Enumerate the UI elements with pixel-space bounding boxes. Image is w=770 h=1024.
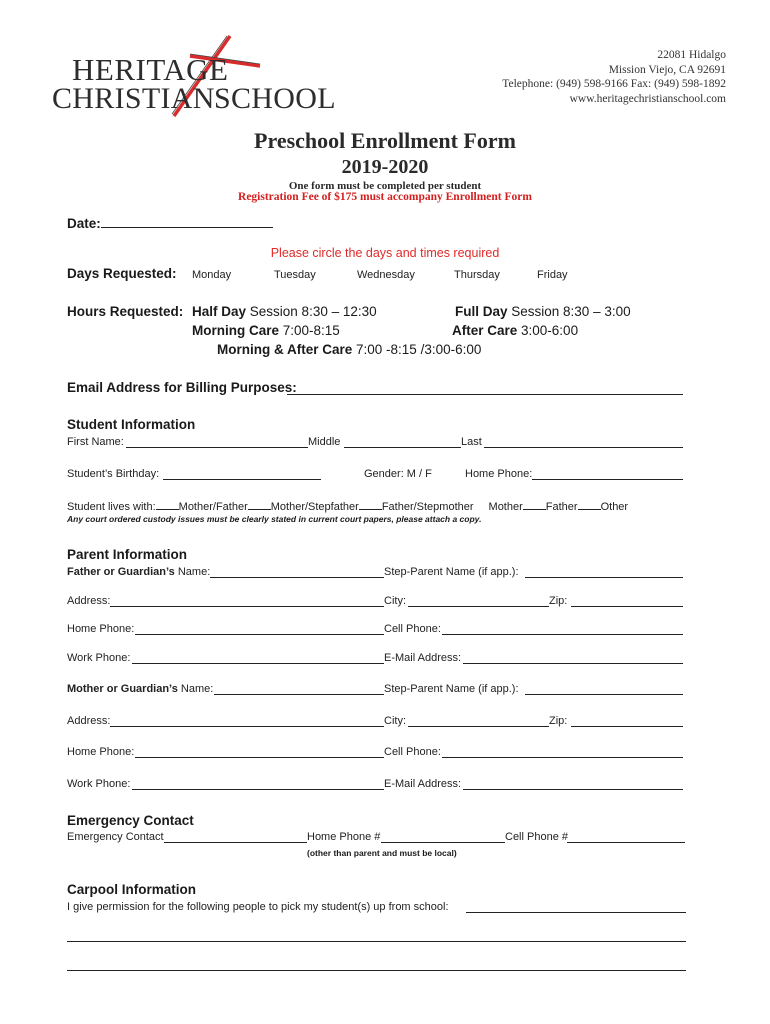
mother-address-label: Address: [67, 715, 111, 727]
father-work-phone-field[interactable] [132, 663, 384, 664]
morning-care-label: Morning Care [192, 323, 280, 338]
father-address-field[interactable] [110, 606, 384, 607]
half-day-times: Session 8:30 – 12:30 [246, 304, 377, 319]
father-email-field[interactable] [463, 663, 683, 664]
blank-mother-stepfather[interactable] [248, 498, 271, 510]
father-step-parent-label: Step-Parent Name (if app.): [384, 566, 519, 578]
half-day-label: Half Day [192, 304, 247, 319]
hours-label: Hours Requested: [67, 304, 184, 319]
lives-with-row [67, 498, 628, 513]
blank-mother[interactable] [523, 498, 546, 510]
mother-home-phone-field[interactable] [135, 757, 384, 758]
father-cell-phone-field[interactable] [442, 634, 683, 635]
mother-email-label: E-Mail Address: [384, 778, 462, 790]
email-label: Email Address for Billing Purposes: [67, 380, 297, 395]
after-care-label: After Care [452, 323, 518, 338]
mother-name-text: Name: [177, 683, 214, 695]
first-name-field[interactable] [126, 447, 308, 448]
date-label: Date: [67, 216, 101, 231]
last-name-field[interactable] [484, 447, 683, 448]
carpool-field-1[interactable] [466, 912, 686, 913]
father-cell-phone-label: Cell Phone: [384, 623, 441, 635]
mother-cell-phone-label: Cell Phone: [384, 746, 441, 758]
morning-after-times: 7:00 -8:15 /3:00-6:00 [352, 342, 482, 357]
mother-email-field[interactable] [463, 789, 683, 790]
option-mother-stepfather: Mother/Stepfather [270, 501, 359, 513]
father-home-phone-field[interactable] [135, 634, 384, 635]
option-full-day[interactable] [455, 304, 631, 319]
father-name-text: Name: [174, 566, 211, 578]
option-morning-care[interactable] [192, 323, 340, 338]
emergency-home-phone-field[interactable] [381, 842, 505, 843]
mother-step-parent-label: Step-Parent Name (if app.): [384, 683, 519, 695]
student-home-phone-label: Home Phone: [465, 468, 533, 480]
middle-name-label: Middle [308, 436, 341, 448]
mother-zip-field[interactable] [571, 726, 683, 727]
school-address [502, 48, 726, 106]
emergency-home-phone-label: Home Phone # [307, 831, 381, 843]
first-name-label: First Name: [67, 436, 124, 448]
father-label: Father or Guardian’s [67, 566, 175, 578]
mother-city-label: City: [384, 715, 406, 727]
option-half-day[interactable] [192, 304, 377, 319]
middle-name-field[interactable] [344, 447, 461, 448]
father-zip-label: Zip: [549, 595, 568, 607]
father-name-field[interactable] [210, 577, 384, 578]
father-city-field[interactable] [408, 606, 549, 607]
address-phone: Telephone: (949) 598-9166 Fax: (949) 598-1892 [502, 78, 726, 90]
emergency-contact-field[interactable] [164, 842, 307, 843]
day-thursday[interactable]: Thursday [454, 269, 500, 281]
option-father-stepmother: Father/Stepmother [381, 501, 474, 513]
blank-father-stepmother[interactable] [359, 498, 382, 510]
day-monday[interactable]: Monday [192, 269, 232, 281]
address-web[interactable]: www.heritagechristianschool.com [569, 92, 726, 105]
mother-label: Mother or Guardian’s [67, 683, 178, 695]
form-year: 2019-2020 [341, 156, 429, 178]
day-wednesday[interactable]: Wednesday [357, 269, 415, 281]
mother-zip-label: Zip: [549, 715, 568, 727]
morning-after-label: Morning & After Care [217, 342, 353, 357]
blank-mother-father[interactable] [156, 498, 179, 510]
emergency-note: (other than parent and must be local) [307, 848, 457, 858]
fee-note: Registration Fee of $175 must accompany Enrollment Form [238, 191, 532, 203]
emergency-contact-label: Emergency Contact [67, 831, 164, 843]
father-address-label: Address: [67, 595, 111, 607]
form-title: Preschool Enrollment Form [254, 128, 516, 153]
father-name-label [67, 566, 210, 578]
mother-name-label [67, 683, 213, 695]
birthday-label: Student’s Birthday: [67, 468, 160, 480]
address-city: Mission Viejo, CA 92691 [608, 63, 726, 76]
mother-home-phone-label: Home Phone: [67, 746, 135, 758]
option-father: Father [545, 501, 578, 513]
logo-line-3: SCHOOL [214, 82, 336, 115]
father-email-label: E-Mail Address: [384, 652, 462, 664]
father-work-phone-label: Work Phone: [67, 652, 131, 664]
birthday-field[interactable] [163, 479, 321, 480]
student-home-phone-field[interactable] [532, 479, 683, 480]
day-friday[interactable]: Friday [537, 269, 568, 281]
day-tuesday[interactable]: Tuesday [274, 269, 316, 281]
carpool-permission-label: I give permission for the following people to pick my student(s) up from school: [67, 901, 449, 913]
emergency-heading: Emergency Contact [67, 813, 194, 828]
option-other: Other [600, 501, 629, 513]
father-home-phone-label: Home Phone: [67, 623, 135, 635]
logo-line-1: HERITAGE [72, 52, 229, 87]
student-heading: Student Information [67, 417, 196, 432]
email-row [67, 380, 297, 395]
option-after-care[interactable] [452, 323, 578, 338]
address-street: 22081 Hidalgo [657, 49, 726, 61]
carpool-field-3[interactable] [67, 970, 686, 971]
carpool-heading: Carpool Information [67, 882, 196, 897]
mother-name-field[interactable] [214, 694, 384, 695]
father-city-label: City: [384, 595, 406, 607]
email-field[interactable] [287, 394, 683, 395]
custody-note: Any court ordered custody issues must be clearly stated in current court papers, please attach a copy. [67, 514, 482, 524]
option-mother-father: Mother/Father [178, 501, 248, 513]
parent-heading: Parent Information [67, 547, 188, 562]
mother-city-field[interactable] [408, 726, 549, 727]
full-day-label: Full Day [455, 304, 508, 319]
after-care-times: 3:00-6:00 [517, 323, 579, 338]
last-name-label: Last [461, 436, 482, 448]
option-mother: Mother [488, 501, 523, 513]
morning-care-times: 7:00-8:15 [279, 323, 340, 338]
option-morning-after-care[interactable] [217, 342, 481, 357]
father-zip-field[interactable] [571, 606, 683, 607]
logo-line-2: CHRISTIAN [52, 82, 215, 115]
full-day-times: Session 8:30 – 3:00 [507, 304, 631, 319]
gender-label[interactable]: Gender: M / F [364, 468, 432, 480]
mother-address-field[interactable] [110, 726, 384, 727]
date-row [67, 216, 273, 231]
emergency-cell-phone-field[interactable] [567, 842, 685, 843]
emergency-cell-phone-label: Cell Phone # [505, 831, 568, 843]
mother-work-phone-field[interactable] [132, 789, 384, 790]
form-subtitle: One form must be completed per student [288, 180, 482, 192]
days-label: Days Requested: [67, 266, 177, 281]
carpool-field-2[interactable] [67, 941, 686, 942]
school-logo [50, 32, 340, 118]
lives-with-label: Student lives with: [67, 501, 156, 513]
blank-father[interactable] [578, 498, 601, 510]
circle-note: Please circle the days and times required [270, 246, 500, 260]
date-field[interactable] [101, 216, 273, 228]
mother-step-parent-field[interactable] [525, 694, 683, 695]
mother-cell-phone-field[interactable] [442, 757, 683, 758]
father-step-parent-field[interactable] [525, 577, 683, 578]
mother-work-phone-label: Work Phone: [67, 778, 131, 790]
